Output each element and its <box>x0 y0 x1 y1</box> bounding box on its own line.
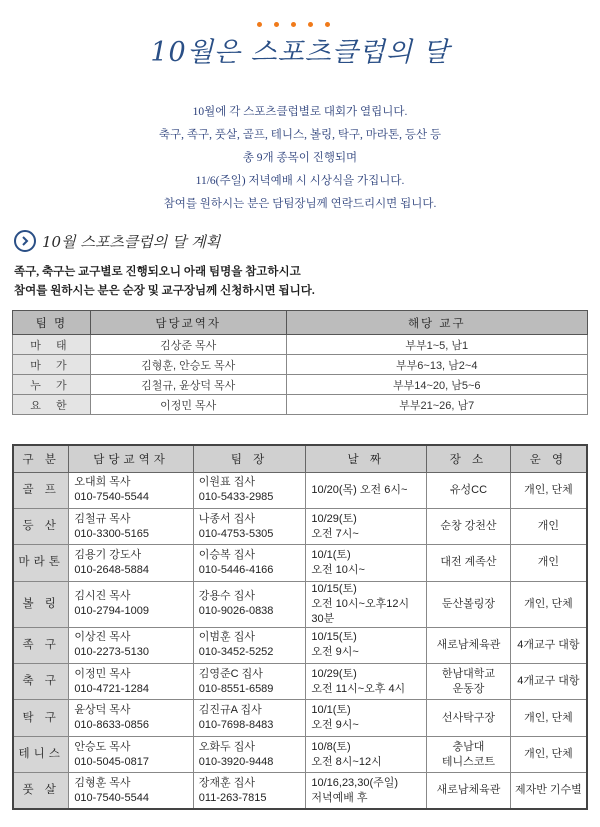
place-cell <box>427 773 511 809</box>
pastor-name: 윤상덕 목사 <box>74 704 131 717</box>
leader-phone: 010-3452-5252 <box>198 646 274 659</box>
time-line: 오전 11시~오후 4시 <box>311 682 406 695</box>
place-line: 둔산볼링장 <box>441 597 496 610</box>
sport-label: 축 구 <box>22 675 60 688</box>
place-line: 한남대학교 <box>441 667 496 680</box>
chevron-right-icon <box>14 230 36 252</box>
time-line: 오전 10시~오후12시 30분 <box>311 597 410 625</box>
mode-cell <box>510 773 587 809</box>
date-line: 10/29(토) <box>311 667 357 680</box>
place-cell <box>427 508 511 544</box>
leader-name: 오화두 집사 <box>198 740 255 753</box>
sport-name <box>13 773 69 809</box>
table-row <box>13 395 588 415</box>
leader-cell <box>193 700 306 736</box>
intro-line: 축구, 족구, 풋살, 골프, 테니스, 볼링, 탁구, 마라톤, 등산 등 <box>158 129 442 141</box>
pastor-name: 김철규, 윤상덕 목사 <box>90 375 286 395</box>
date-line: 10/29(토) <box>311 512 357 525</box>
section-heading <box>14 229 220 253</box>
table-row <box>13 375 588 395</box>
pastor-name: 김용기 강도사 <box>74 548 142 561</box>
column-header: 팀 장 <box>193 445 306 472</box>
leader-cell <box>193 472 306 508</box>
place-cell <box>427 700 511 736</box>
column-header: 날 짜 <box>306 445 427 472</box>
column-header: 운 영 <box>510 445 587 472</box>
leader-name: 장재훈 집사 <box>198 776 255 789</box>
notice-line: 족구, 축구는 교구별로 진행되오니 아래 팀명을 참고하시고 <box>14 266 301 278</box>
pastor-phone: 010-2794-1009 <box>74 605 149 618</box>
date-line: 10/8(토) <box>311 740 351 753</box>
sport-name <box>13 736 69 772</box>
pastor-cell <box>69 508 193 544</box>
pastor-cell <box>69 700 193 736</box>
parish-range: 부부14~20, 남5~6 <box>286 375 587 395</box>
column-header: 구 분 <box>13 445 69 472</box>
column-header: 담당교역자 <box>90 311 286 335</box>
table-row <box>13 335 588 355</box>
date-cell <box>306 627 427 663</box>
team-name: 요 한 <box>13 395 91 415</box>
leader-cell <box>193 773 306 809</box>
pastor-phone: 010-5045-0817 <box>74 755 149 768</box>
operation-mode: 4개교구 대항 <box>517 675 580 688</box>
pastor-phone: 010-7540-5544 <box>74 791 149 804</box>
pastor-cell <box>69 581 193 627</box>
parish-range: 부부6~13, 남2~4 <box>286 355 587 375</box>
sport-name <box>13 627 69 663</box>
mode-cell <box>510 700 587 736</box>
place-line: 충남대 <box>452 740 485 753</box>
table-row <box>13 627 587 663</box>
pastor-name: 김형훈, 안승도 목사 <box>90 355 286 375</box>
sport-label: 볼 링 <box>22 597 60 610</box>
pastor-cell <box>69 736 193 772</box>
leader-phone: 010-4753-5305 <box>198 527 274 540</box>
team-table-header <box>13 311 588 335</box>
mode-cell <box>510 736 587 772</box>
leader-name: 김영준C 집사 <box>198 667 263 680</box>
pastor-cell <box>69 472 193 508</box>
leader-name: 강용수 집사 <box>198 590 255 603</box>
sport-name <box>13 700 69 736</box>
intro-line: 11/6(주일) 저녁예배 시 시상식을 가집니다. <box>195 175 405 187</box>
leader-name: 나종서 집사 <box>198 512 255 525</box>
sport-label: 골 프 <box>22 483 60 496</box>
team-name: 마 태 <box>13 335 91 355</box>
intro-line: 총 9개 종목이 진행되며 <box>242 152 358 164</box>
date-cell <box>306 736 427 772</box>
mode-cell <box>510 581 587 627</box>
sport-name <box>13 508 69 544</box>
leader-name: 이원표 집사 <box>198 476 255 489</box>
table-row <box>13 736 587 772</box>
leader-phone: 010-9026-0838 <box>198 605 274 618</box>
leader-cell <box>193 664 306 700</box>
place-line: 운동장 <box>452 682 485 695</box>
date-line: 10/20(목) 오전 6시~ <box>311 483 408 496</box>
operation-mode: 개인, 단체 <box>524 748 573 761</box>
mode-cell <box>510 472 587 508</box>
leader-cell <box>193 736 306 772</box>
pastor-phone: 010-8633-0856 <box>74 719 149 732</box>
pastor-name: 오대희 목사 <box>74 476 131 489</box>
leader-cell <box>193 508 306 544</box>
notice-line: 참여를 원하시는 분은 순장 및 교구장님께 신청하시면 됩니다. <box>14 285 315 297</box>
operation-mode: 개인 <box>537 520 560 533</box>
sport-label: 등 산 <box>22 520 60 533</box>
pastor-name: 이정민 목사 <box>90 395 286 415</box>
place-cell <box>427 581 511 627</box>
leader-cell <box>193 545 306 581</box>
table-row <box>13 508 587 544</box>
table-row <box>13 355 588 375</box>
place-line: 순창 강천산 <box>440 520 497 533</box>
intro-line: 참여를 원하시는 분은 담팀장님께 연락드리시면 됩니다. <box>163 198 437 210</box>
operation-mode: 개인, 단체 <box>524 597 573 610</box>
pastor-cell <box>69 773 193 809</box>
notice-text <box>14 263 589 301</box>
section-title: 10월 스포츠클럽의 달 계획 <box>42 232 221 251</box>
date-line: 10/16,23,30(주일) <box>311 776 399 789</box>
leader-phone: 010-3920-9448 <box>198 755 274 768</box>
place-line: 새로남체육관 <box>436 638 501 651</box>
place-line: 선사탁구장 <box>441 711 496 724</box>
leader-phone: 010-5446-4166 <box>198 563 274 576</box>
leader-phone: 010-8551-6589 <box>198 682 274 695</box>
column-header: 팀 명 <box>13 311 91 335</box>
pastor-phone: 010-7540-5544 <box>74 491 149 504</box>
table-row <box>13 664 587 700</box>
sport-label: 풋 살 <box>22 784 60 797</box>
time-line: 오전 10시~ <box>311 563 365 576</box>
time-line: 오전 8시~12시 <box>311 755 382 768</box>
leader-phone: 010-5433-2985 <box>198 491 274 504</box>
pastor-name: 안승도 목사 <box>74 740 131 753</box>
table-row <box>13 545 587 581</box>
pastor-name: 이정민 목사 <box>74 667 131 680</box>
leader-name: 이범훈 집사 <box>198 631 255 644</box>
table-row <box>13 581 587 627</box>
pastor-cell <box>69 627 193 663</box>
sport-name <box>13 581 69 627</box>
pastor-phone: 010-2648-5884 <box>74 563 149 576</box>
sport-name <box>13 472 69 508</box>
pastor-phone: 010-4721-1284 <box>74 682 149 695</box>
table-row <box>13 472 587 508</box>
time-line: 오전 9시~ <box>311 719 359 732</box>
place-line: 테니스코트 <box>441 755 496 768</box>
table-row <box>13 773 587 809</box>
schedule-table <box>12 444 588 810</box>
date-cell <box>306 508 427 544</box>
place-line: 새로남체육관 <box>436 784 501 797</box>
date-cell <box>306 472 427 508</box>
sport-label: 테니스 <box>18 748 64 761</box>
date-line: 10/1(토) <box>311 548 351 561</box>
place-cell <box>427 664 511 700</box>
operation-mode: 개인, 단체 <box>524 711 573 724</box>
column-header: 담당교역자 <box>69 445 193 472</box>
mode-cell <box>510 627 587 663</box>
time-line: 저녁예배 후 <box>311 791 368 804</box>
date-line: 10/1(토) <box>311 704 351 717</box>
pastor-phone: 010-3300-5165 <box>74 527 149 540</box>
table-row <box>13 700 587 736</box>
date-cell <box>306 545 427 581</box>
intro-text <box>0 101 600 216</box>
leader-name: 이승복 집사 <box>198 548 255 561</box>
date-cell <box>306 581 427 627</box>
column-header: 장 소 <box>427 445 511 472</box>
date-cell <box>306 700 427 736</box>
mode-cell <box>510 664 587 700</box>
pastor-name: 김형훈 목사 <box>74 776 131 789</box>
operation-mode: 4개교구 대항 <box>517 638 580 651</box>
team-table <box>12 310 588 415</box>
date-line: 10/15(토) <box>311 631 357 644</box>
leader-name: 김진규A 집사 <box>198 704 262 717</box>
leader-phone: 011-263-7815 <box>198 791 267 804</box>
leader-cell <box>193 627 306 663</box>
schedule-table-header <box>13 445 587 472</box>
place-cell <box>427 627 511 663</box>
sport-label: 탁 구 <box>22 711 60 724</box>
place-line: 유성CC <box>449 483 488 496</box>
mode-cell <box>510 545 587 581</box>
leader-cell <box>193 581 306 627</box>
operation-mode: 개인 <box>537 556 560 569</box>
pastor-name: 김상준 목사 <box>90 335 286 355</box>
leader-phone: 010-7698-8483 <box>198 719 274 732</box>
sport-label: 마라톤 <box>18 556 64 569</box>
pastor-name: 이상진 목사 <box>74 631 131 644</box>
place-cell <box>427 472 511 508</box>
place-cell <box>427 545 511 581</box>
parish-range: 부부1~5, 남1 <box>286 335 587 355</box>
pastor-name: 김철규 목사 <box>74 512 131 525</box>
mode-cell <box>510 508 587 544</box>
column-header: 해당 교구 <box>286 311 587 335</box>
team-name: 누 가 <box>13 375 91 395</box>
sport-label: 족 구 <box>22 638 60 651</box>
time-line: 오전 7시~ <box>311 527 359 540</box>
pastor-name: 김시진 목사 <box>74 590 131 603</box>
operation-mode: 제자반 기수별 <box>514 784 582 797</box>
pastor-cell <box>69 545 193 581</box>
page-title: 10월은 스포츠클럽의 달 <box>150 37 450 68</box>
date-line: 10/15(토) <box>311 582 357 595</box>
sport-name <box>13 664 69 700</box>
intro-line: 10월에 각 스포츠클럽별로 대회가 열립니다. <box>192 106 408 118</box>
place-cell <box>427 736 511 772</box>
pastor-phone: 010-2273-5130 <box>74 646 149 659</box>
operation-mode: 개인, 단체 <box>524 483 573 496</box>
parish-range: 부부21~26, 남7 <box>286 395 587 415</box>
date-cell <box>306 773 427 809</box>
time-line: 오전 9시~ <box>311 646 359 659</box>
pastor-cell <box>69 664 193 700</box>
title-dots <box>257 22 367 30</box>
team-name: 마 가 <box>13 355 91 375</box>
place-line: 대전 계족산 <box>440 556 497 569</box>
date-cell <box>306 664 427 700</box>
sport-name <box>13 545 69 581</box>
